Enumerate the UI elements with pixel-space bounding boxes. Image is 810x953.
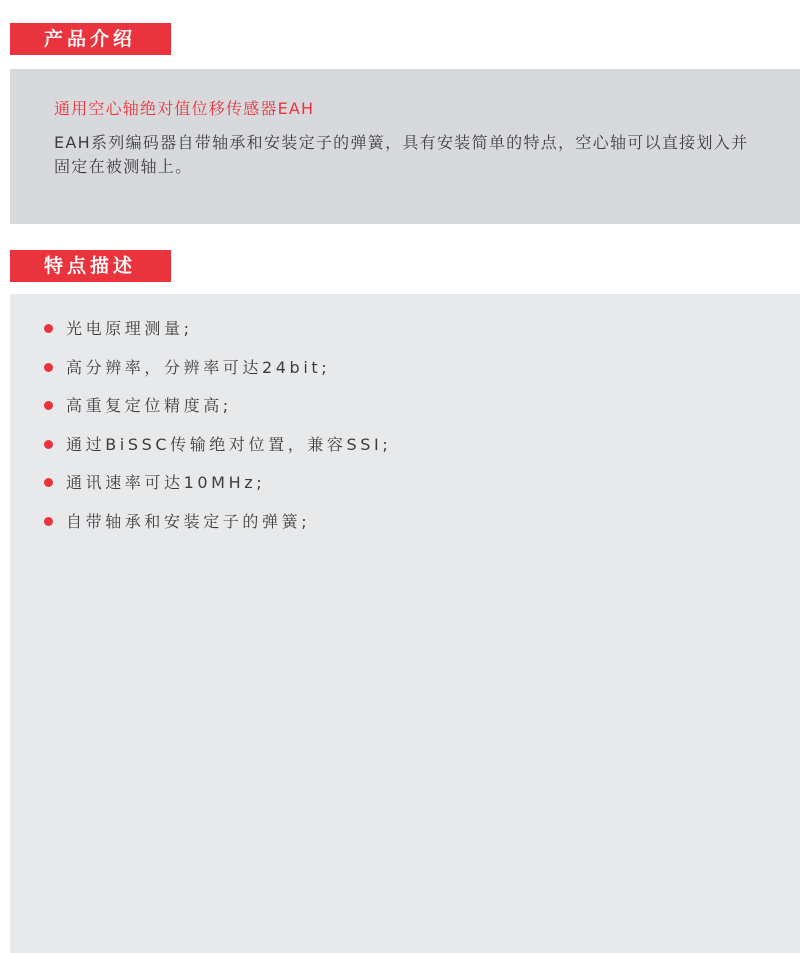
product-title: 通用空心轴绝对值位移传感器EAH bbox=[54, 99, 315, 118]
feature-list bbox=[44, 316, 391, 548]
bullet-dot-icon bbox=[44, 363, 53, 372]
bullet-dot-icon bbox=[44, 440, 53, 449]
feature-text: 高重复定位精度高; bbox=[66, 396, 232, 416]
feature-item bbox=[44, 470, 391, 509]
feature-item bbox=[44, 509, 391, 548]
bullet-dot-icon bbox=[44, 324, 53, 333]
features-panel bbox=[10, 294, 800, 953]
feature-item bbox=[44, 316, 391, 355]
feature-text: 自带轴承和安装定子的弹簧; bbox=[66, 511, 311, 531]
section-heading-features: 特点描述 bbox=[10, 250, 171, 282]
bullet-dot-icon bbox=[44, 517, 53, 526]
feature-text: 光电原理测量; bbox=[66, 319, 193, 338]
feature-text: 通讯速率可达10MHz; bbox=[66, 473, 266, 493]
product-intro-panel bbox=[10, 69, 800, 224]
feature-text: 高分辨率，分辨率可达24bit; bbox=[66, 357, 331, 377]
bullet-dot-icon bbox=[44, 478, 53, 487]
product-description: EAH系列编码器自带轴承和安装定子的弹簧，具有安装简单的特点，空心轴可以直接划入并固定在被测轴上。 bbox=[54, 133, 749, 176]
section-heading-intro: 产品介绍 bbox=[10, 23, 171, 55]
feature-item bbox=[44, 355, 391, 394]
feature-item bbox=[44, 393, 391, 432]
feature-item bbox=[44, 432, 391, 471]
feature-text: 通过BiSSC传输绝对位置，兼容SSI; bbox=[66, 434, 392, 454]
bullet-dot-icon bbox=[44, 401, 53, 410]
